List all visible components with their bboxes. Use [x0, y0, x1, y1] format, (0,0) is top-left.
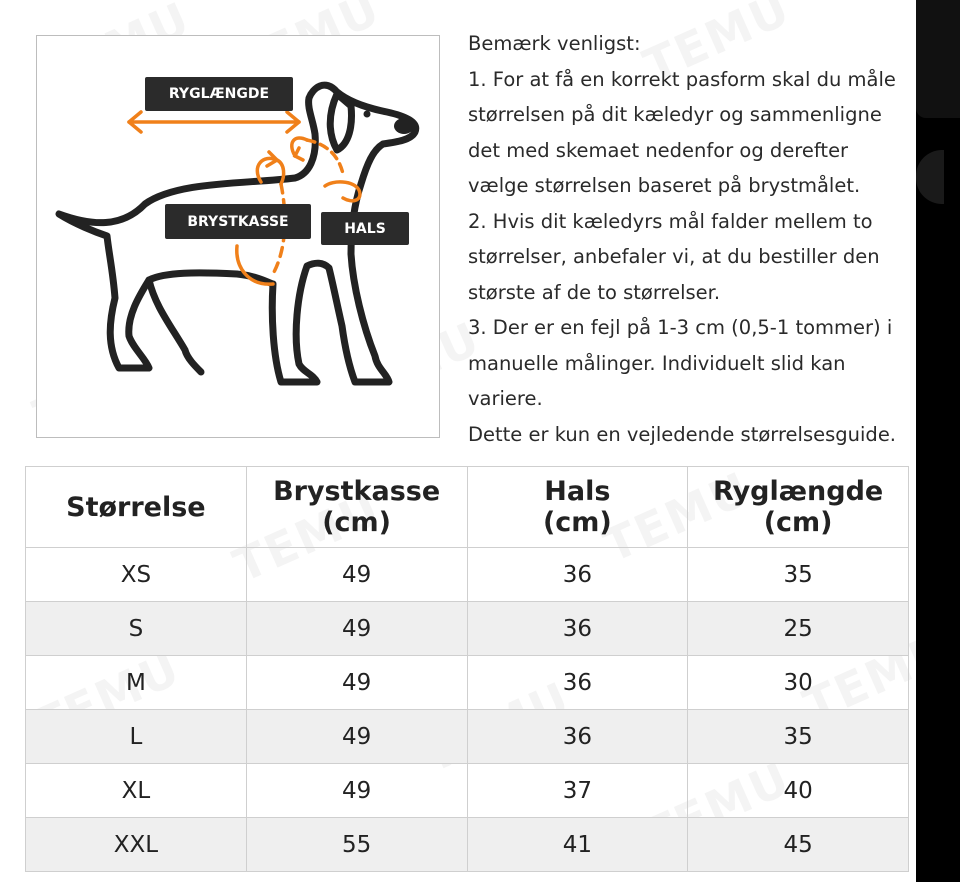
header-chest: Brystkasse (cm): [246, 467, 467, 548]
table-row: [26, 764, 909, 818]
cell-chest: 55: [246, 818, 467, 872]
table-row: [26, 656, 909, 710]
cell-chest: 49: [246, 548, 467, 602]
notes-line: variere.: [468, 387, 543, 410]
notes-heading: Bemærk venligst:: [468, 32, 641, 55]
dog-measurement-diagram: [36, 35, 440, 438]
notes-line: størrelsen på dit kæledyr og sammenligne: [468, 103, 882, 126]
neck-label: HALS: [321, 212, 409, 245]
cell-back-length: 30: [688, 656, 909, 710]
notes-line: størrelser, anbefaler vi, at du bestiller den: [468, 245, 880, 268]
header-size: Størrelse: [26, 467, 247, 548]
notes-line: manuelle målinger. Individuelt slid kan: [468, 351, 846, 375]
header-neck: Hals (cm): [467, 467, 688, 548]
cell-size: XL: [26, 764, 247, 818]
back-length-arrow: [129, 112, 299, 132]
table-row: [26, 710, 909, 764]
cell-neck: 36: [467, 602, 688, 656]
cell-neck: 36: [467, 710, 688, 764]
cell-back-length: 25: [688, 602, 909, 656]
table-row: [26, 602, 909, 656]
cell-chest: 49: [246, 710, 467, 764]
notes-line: vælge størrelsen baseret på brystmålet.: [468, 174, 861, 197]
notes-line: største af de to størrelser.: [468, 280, 721, 304]
notes-line: Dette er kun en vejledende størrelsesguide.: [468, 422, 897, 446]
background-panel: [916, 150, 944, 204]
cell-chest: 49: [246, 602, 467, 656]
notes-line: 1. For at få en korrekt pasform skal du måle: [468, 67, 896, 91]
table-row: [26, 548, 909, 602]
cell-neck: 36: [467, 548, 688, 602]
cell-neck: 41: [467, 818, 688, 872]
table-header-row: [26, 467, 909, 548]
notes-line: 3. Der er en fejl på 1-3 cm (0,5-1 tommer) i: [468, 316, 893, 339]
cell-back-length: 40: [688, 764, 909, 818]
cell-chest: 49: [246, 656, 467, 710]
back-length-label: RYGLÆNGDE: [145, 77, 293, 111]
notes-line: 2. Hvis dit kæledyrs mål falder mellem to: [468, 209, 873, 233]
cell-neck: 36: [467, 656, 688, 710]
cell-size: L: [26, 710, 247, 764]
notes-section: [468, 26, 916, 452]
cell-back-length: 35: [688, 710, 909, 764]
table-row: [26, 818, 909, 872]
cell-size: S: [26, 602, 247, 656]
cell-neck: 37: [467, 764, 688, 818]
cell-chest: 49: [246, 764, 467, 818]
background-panel: [916, 0, 960, 118]
cell-size: XXL: [26, 818, 247, 872]
cell-back-length: 45: [688, 818, 909, 872]
chest-label: BRYSTKASSE: [165, 204, 311, 239]
header-back-length: Ryglængde (cm): [688, 467, 909, 548]
cell-size: M: [26, 656, 247, 710]
cell-back-length: 35: [688, 548, 909, 602]
size-table: [25, 466, 909, 872]
cell-size: XS: [26, 548, 247, 602]
notes-line: det med skemaet nedenfor og derefter: [468, 138, 849, 162]
